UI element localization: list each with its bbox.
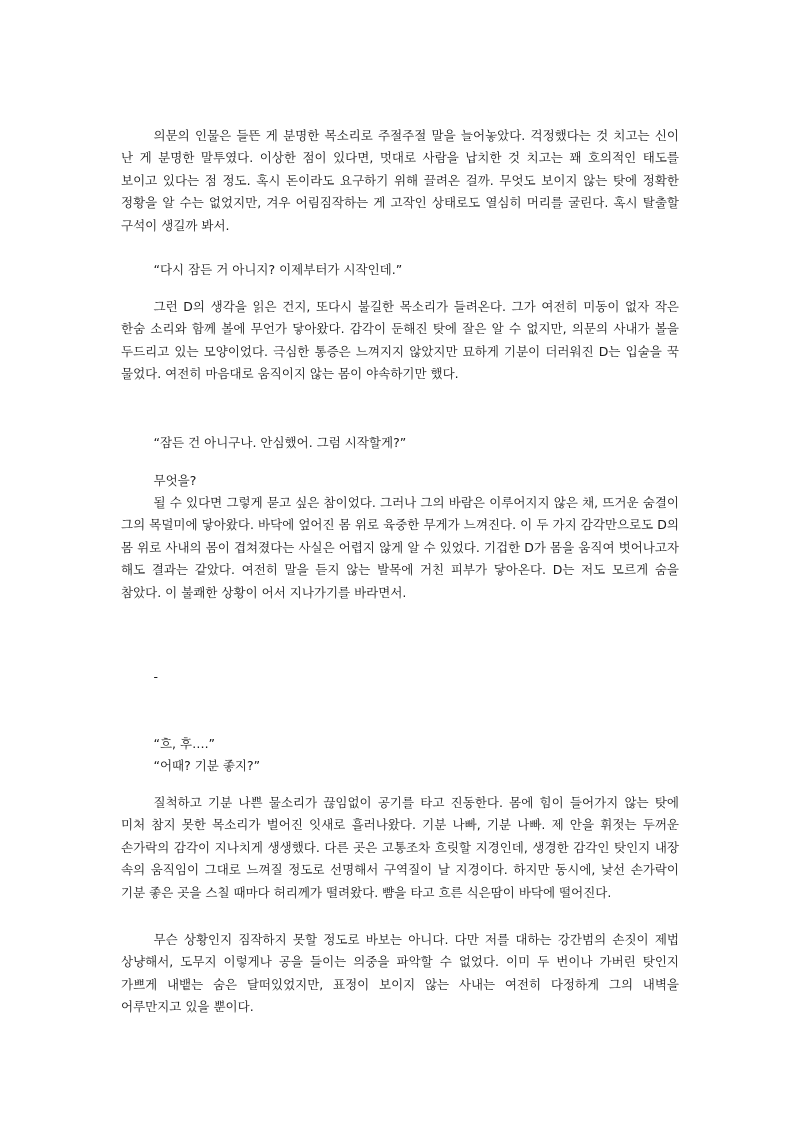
paragraph-1: 의문의 인물은 들뜬 게 분명한 목소리로 주절주절 말을 늘어놓았다. 걱정했다는 것 치고는 신이 난 게 분명한 말투였다. 이상한 점이 있다면, 멋대로 사람을 납치한 것 치고는 꽤 호의적인 태도를 보이고 있다는 점 정도. 혹시 돈이라도 요구하기 위해 끌려온 걸까. 무엇도 보이지 않는 탓에 정확한 정황을 알 수는 없었지만, 겨우 어림짐작하는 게 고작인 상태로도 열심히 머리를 굴린다. 혹시 탈출할 구석이 생길까 봐서. [121, 128, 679, 233]
paragraph-5: 무슨 상황인지 짐작하지 못할 정도로 바보는 아니다. 다만 저를 대하는 강간범의 손짓이 제법 상냥해서, 도무지 이렇게나 공을 들이는 의중을 파악할 수 없었다. 이미 두 번이나 가버린 탓인지 가쁘게 내뱉는 숨은 달떠있었지만, 표정이 보이지 않는 사내는 여전히 다정하게 그의 내벽을 어루만지고 있을 뿐이다. [121, 932, 679, 1015]
paragraph-2: 그런 D의 생각을 읽은 건지, 또다시 불길한 목소리가 들려온다. 그가 여전히 미동이 없자 작은 한숨 소리와 함께 볼에 무언가 닿아왔다. 감각이 둔해진 탓에 잘은 알 수 없지만, 의문의 사내가 볼을 두드리고 있는 모양이었다. 극심한 통증은 느껴지지 않았지만 묘하게 기분이 더러워진 D는 입술을 꾹 물었다. 여전히 마음대로 움직이지 않는 몸이 야속하기만 했다. [121, 299, 679, 382]
paragraph-4: 질척하고 기분 나쁜 물소리가 끊임없이 공기를 타고 진동한다. 몸에 힘이 들어가지 않는 탓에 미처 참지 못한 목소리가 벌어진 잇새로 흘러나왔다. 기분 나빠, 기분 나빠. 제 안을 휘젓는 두꺼운 손가락의 감각이 지나치게 생생했다. 다른 곳은 고통조차 흐릿할 지경인데, 생경한 감각인 탓인지 내장 속의 움직임이 그대로 느껴질 정도로 선명해서 구역질이 날 지경이다. 하지만 동시에, 낯선 손가락이 기분 좋은 곳을 스칠 때마다 허리께가 떨려왔다. 뺨을 타고 흐른 식은땀이 바닥에 떨어진다. [121, 795, 679, 900]
dialogue-line-1: “다시 잠든 거 아니지? 이제부터가 시작인데.” [153, 262, 403, 277]
dialogue-line-2: “잠든 건 아니구나. 안심했어. 그럼 시작할게?” [153, 435, 407, 450]
section-divider: - [153, 669, 159, 684]
paragraph-3: 될 수 있다면 그렇게 묻고 싶은 참이었다. 그러나 그의 바람은 이루어지지 않은 채, 뜨거운 숨결이 그의 목덜미에 닿아왔다. 바닥에 엎어진 몸 위로 육중한 무게가 느껴진다. 이 두 가지 감각만으로도 D의 몸 위로 사내의 몸이 겹쳐졌다는 사실은 어렵지 않게 알 수 있었다. 기겁한 D가 몸을 움직여 벗어나고자 해도 결과는 같았다. 여전히 말을 듣지 않는 발목에 거친 피부가 닿아온다. D는 저도 모르게 숨을 참았다. 이 불쾌한 상황이 어서 지나가기를 바라면서. [121, 495, 679, 600]
question-line: 무엇을? [153, 473, 197, 488]
dialogue-line-3: “흐, 후….” [153, 736, 216, 751]
dialogue-line-4: “어때? 기분 좋지?” [153, 758, 261, 773]
